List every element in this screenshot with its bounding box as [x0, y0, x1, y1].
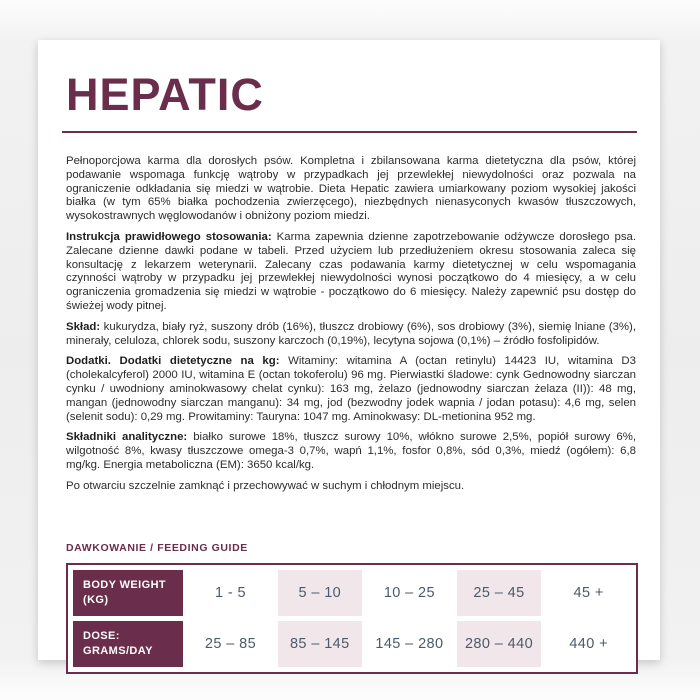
paragraph-usage-instructions	[66, 231, 636, 314]
product-description-block	[66, 155, 636, 494]
analytical-label: Składniki analityczne:	[66, 431, 188, 444]
body-weight-cell: 25 – 45	[457, 570, 542, 616]
feeding-guide-table	[66, 563, 638, 674]
additives-label: Dodatki. Dodatki dietetyczne na kg:	[66, 355, 280, 368]
row-header-dose: DOSE: GRAMS/DAY	[73, 621, 183, 667]
dose-cell: 145 – 280	[375, 635, 444, 652]
body-weight-cell: 45 +	[573, 584, 604, 601]
paragraph-intro	[66, 155, 636, 224]
paragraph-additives	[66, 355, 636, 424]
paragraph-analytical	[66, 431, 636, 472]
body-weight-cell: 5 – 10	[278, 570, 363, 616]
dose-cell: 85 – 145	[278, 621, 363, 667]
usage-label: Instrukcja prawidłowego stosowania:	[66, 230, 272, 243]
paragraph-storage	[66, 480, 636, 494]
intro-text: Pełnoporcjowa karma dla dorosłych psów. Kompletna i zbilansowana karma dietetyczna dla psów, której podawanie wspomaga funkcję wątroby w przypadkach jej przewlekłej niewydolności oraz pozwala na ograniczenie odkładania się miedzi w wątrobie. Dieta Hepatic zawiera umiarkowany poziom wysokiej jakości białka (w tym 65% białka pochodzenia zwierzęcego), niezbędnych nienasyconych kwasów tłuszczowych, wysokostrawnych węglowodanów i obniżony poziom miedzi.	[66, 155, 636, 223]
feeding-guide-heading: DAWKOWANIE / FEEDING GUIDE	[66, 541, 248, 554]
title-divider	[62, 131, 637, 133]
product-title: HEPATIC	[66, 69, 264, 120]
analytical-text: białko surowe 18%, tłuszcz surowy 10%, włókno surowe 2,5%, popiół surowy 6%, wilgotność 8%, kwasy tłuszczowe omega-3 0,7%, wapń 1,1%, fosfor 0,8%, sód 0,3%, miedź (ogółem): 6,8 mg/kg. Energia metaboliczna (EM): 3650 kcal/kg.	[66, 431, 636, 471]
table-row-body-weight	[73, 570, 631, 616]
usage-text: Karma zapewnia dzienne zapotrzebowanie odżywcze dorosłego psa. Zalecane dzienne dawki podane w tabeli. Przed użyciem lub przedłużeniem okresu stosowania zaleca się konsultację z lekarzem weterynarii. Zalecany czas podawania karmy dietetycznej w celu wspomagania czynności wątroby w przypadku jej przewlekłej niewydolności wynosi początkowo do 4 miesięcy, a w celu ograniczenia gromadzenia się miedzi w wątrobie - początkowo do 6 miesięcy. Należy zapewnić psu dostęp do świeżej wody pitnej.	[66, 230, 637, 312]
storage-text: Po otwarciu szczelnie zamknąć i przechowywać w suchym i chłodnym miejscu.	[66, 479, 465, 492]
body-weight-cell: 1 - 5	[214, 584, 246, 601]
additives-text: Witaminy: witamina A (octan retinylu) 14423 IU, witamina D3 (cholekalcyferol) 2000 IU, witamina E (octan tokoferolu) 96 mg. Pierwiastki śladowe: cynk Gednowodny siarczan cynku / uwodniony aminokwasowy chelat cynku): 163 mg, żelazo (jednowodny siarczan żelaza (II)): 48 mg, mangan (jednowodny siarczan manganu): 34 mg, jod (bezwodny jodek wapnia / jodan potasu): 4,6 mg, selen (selenit sodu): 0,29 mg. Prowitaminy: Tauryna: 1047 mg. Aminokwasy: DL-metionina 952 mg.	[66, 355, 636, 423]
body-weight-cell: 10 – 25	[383, 584, 435, 601]
paragraph-composition	[66, 321, 636, 349]
dose-cell: 25 – 85	[204, 635, 257, 652]
row-header-body-weight: BODY WEIGHT (KG)	[73, 570, 183, 616]
dose-cell: 440 +	[569, 635, 609, 652]
product-label-card	[38, 40, 660, 660]
table-row-dose	[73, 621, 631, 667]
dose-cell: 280 – 440	[457, 621, 542, 667]
composition-label: Skład:	[66, 320, 101, 333]
composition-text: kukurydza, biały ryż, suszony drób (16%), tłuszcz drobiowy (6%), sos drobiowy (3%), siemię lniane (3%), minerały, celuloza, chlorek sodu, suszony karczoch (0,19%), lecytyna sojowa (0,1%) – źródło fosfolipidów.	[66, 320, 636, 347]
